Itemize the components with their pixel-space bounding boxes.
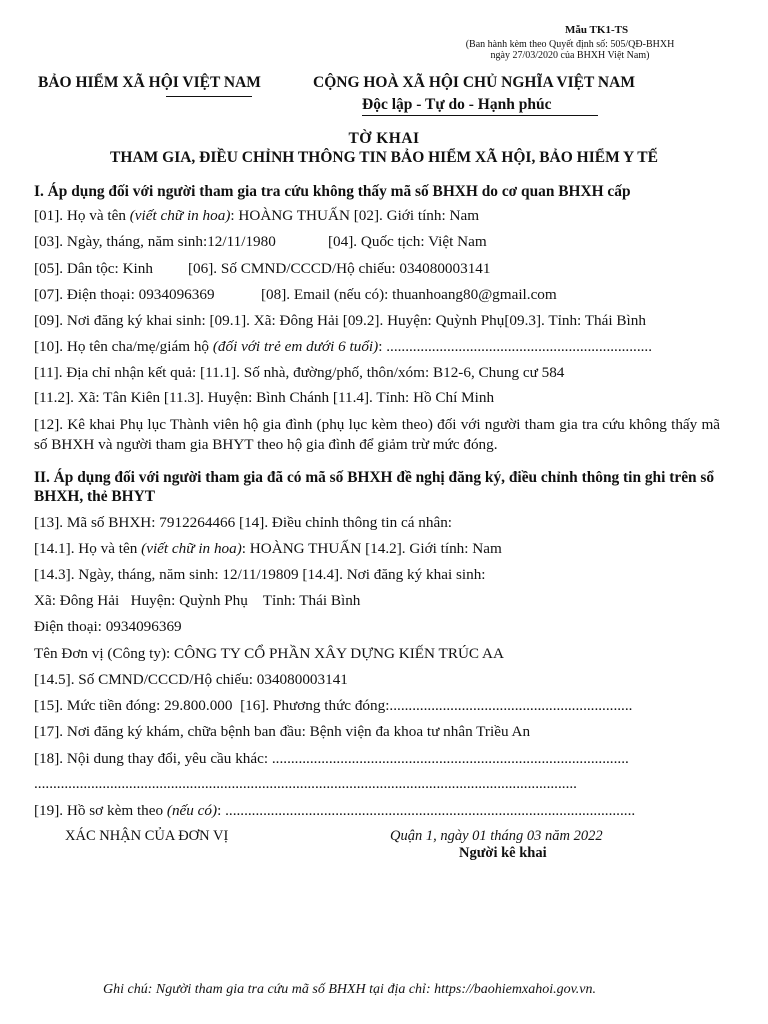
field-13-social-insurance-code: [13]. Mã số BHXH: 7912264466 [14]. Điều chỉnh thông tin cá nhân:	[34, 514, 453, 531]
field-14-1-full-name: [14.1]. Họ và tên (viết chữ in hoa): HOÀNG THUẤN [14.2]. Giới tính: Nam	[34, 540, 502, 557]
field-10-guardian: [10]. Họ tên cha/mẹ/giám hộ (đối với trẻ em dưới 6 tuổi): ......................................................................	[34, 338, 653, 355]
field-04-nationality: [04]. Quốc tịch: Việt Nam	[328, 233, 487, 250]
issuance-note-line1: (Ban hành kèm theo Quyết định số: 505/QĐ-BHXH	[465, 39, 675, 50]
company-name: Tên Đơn vị (Công ty): CÔNG TY CỔ PHẦN XÂY DỰNG KIẾN TRÚC AA	[34, 645, 504, 662]
issuance-note-line2: ngày 27/03/2020 của BHXH Việt Nam)	[490, 50, 650, 61]
birth-registration-address: Xã: Đông Hải Huyện: Quỳnh Phụ Tỉnh: Thái Bình	[34, 592, 361, 609]
field-09-birth-registration: [09]. Nơi đăng ký khai sinh: [09.1]. Xã: Đông Hải [09.2]. Huyện: Quỳnh Phụ[09.3]. Tỉnh: Thái Bình	[34, 312, 646, 329]
form-title: TỜ KHAI	[348, 130, 420, 147]
issuing-organization: BẢO HIỂM XÃ HỘI VIỆT NAM	[38, 74, 261, 91]
section-2-heading: II. Áp dụng đối với người tham gia đã có mã số BHXH đề nghị đăng ký, điều chỉnh thông tin ghi trên sổ BHXH, thẻ BHYT	[34, 469, 715, 505]
signing-date: Quận 1, ngày 01 tháng 03 năm 2022	[390, 828, 603, 844]
form-code: Mẫu TK1-TS	[565, 24, 629, 36]
field-11-2-address-locality: [11.2]. Xã: Tân Kiên [11.3]. Huyện: Bình Chánh [11.4]. Tỉnh: Hồ Chí Minh	[34, 389, 495, 406]
field-18-changes-requested: [18]. Nội dung thay đổi, yêu cầu khác: ..............................................................................................	[34, 750, 629, 767]
field-19-attachments: [19]. Hồ sơ kèm theo (nếu có): ............................................................................................................	[34, 802, 636, 819]
field-08-email: [08]. Email (nếu có): thuanhoang80@gmail.com	[261, 286, 557, 303]
field-15-16-contribution: [15]. Mức tiền đóng: 29.800.000 [16]. Phương thức đóng:................................................................	[34, 697, 633, 714]
field-14-5-id-number: [14.5]. Số CMND/CCCD/Hộ chiếu: 034080003141	[34, 671, 348, 688]
field-06-id-number: [06]. Số CMND/CCCD/Hộ chiếu: 034080003141	[188, 260, 491, 277]
field-18-continuation: ...............................................................................................................................................	[34, 775, 577, 792]
issuance-note	[445, 39, 695, 61]
country-name: CỘNG HOÀ XÃ HỘI CHỦ NGHĨA VIỆT NAM	[313, 74, 635, 91]
unit-confirmation-label: XÁC NHẬN CỦA ĐƠN VỊ	[65, 828, 229, 844]
field-07-phone: [07]. Điện thoại: 0934096369	[34, 286, 215, 303]
motto: Độc lập - Tự do - Hạnh phúc	[362, 96, 552, 113]
motto-underline	[362, 115, 598, 116]
phone-number: Điện thoại: 0934096369	[34, 618, 182, 635]
form-subtitle: THAM GIA, ĐIỀU CHỈNH THÔNG TIN BẢO HIỂM XÃ HỘI, BẢO HIỂM Y TẾ	[110, 149, 658, 166]
field-14-3-date-of-birth: [14.3]. Ngày, tháng, năm sinh: 12/11/19809 [14.4]. Nơi đăng ký khai sinh:	[34, 566, 486, 583]
footer-note: Ghi chú: Người tham gia tra cứu mã số BHXH tại địa chỉ: https://baohiemxahoi.gov.vn.	[103, 982, 596, 997]
field-05-ethnicity: [05]. Dân tộc: Kinh	[34, 260, 153, 277]
field-03-date-of-birth: [03]. Ngày, tháng, năm sinh:12/11/1980	[34, 233, 276, 250]
section-1-heading: I. Áp dụng đối với người tham gia tra cứu không thấy mã số BHXH do cơ quan BHXH cấp	[34, 183, 631, 200]
organization-underline	[166, 96, 252, 97]
field-17-registered-hospital: [17]. Nơi đăng ký khám, chữa bệnh ban đầu: Bệnh viện đa khoa tư nhân Triều An	[34, 723, 531, 740]
field-01-full-name: [01]. Họ và tên (viết chữ in hoa): HOÀNG THUẤN [02]. Giới tính: Nam	[34, 207, 480, 224]
field-11-result-address: [11]. Địa chỉ nhận kết quả: [11.1]. Số nhà, đường/phố, thôn/xóm: B12-6, Chung cư 584	[34, 364, 565, 381]
field-12-household-appendix: [12]. Kê khai Phụ lục Thành viên hộ gia đình (phụ lục kèm theo) đối với người tham gia tra cứu không thấy mã số BHXH và người tham gia BHYT theo hộ gia đình để giảm trừ mức đóng.	[34, 416, 720, 453]
declarant-label: Người kê khai	[459, 845, 547, 861]
